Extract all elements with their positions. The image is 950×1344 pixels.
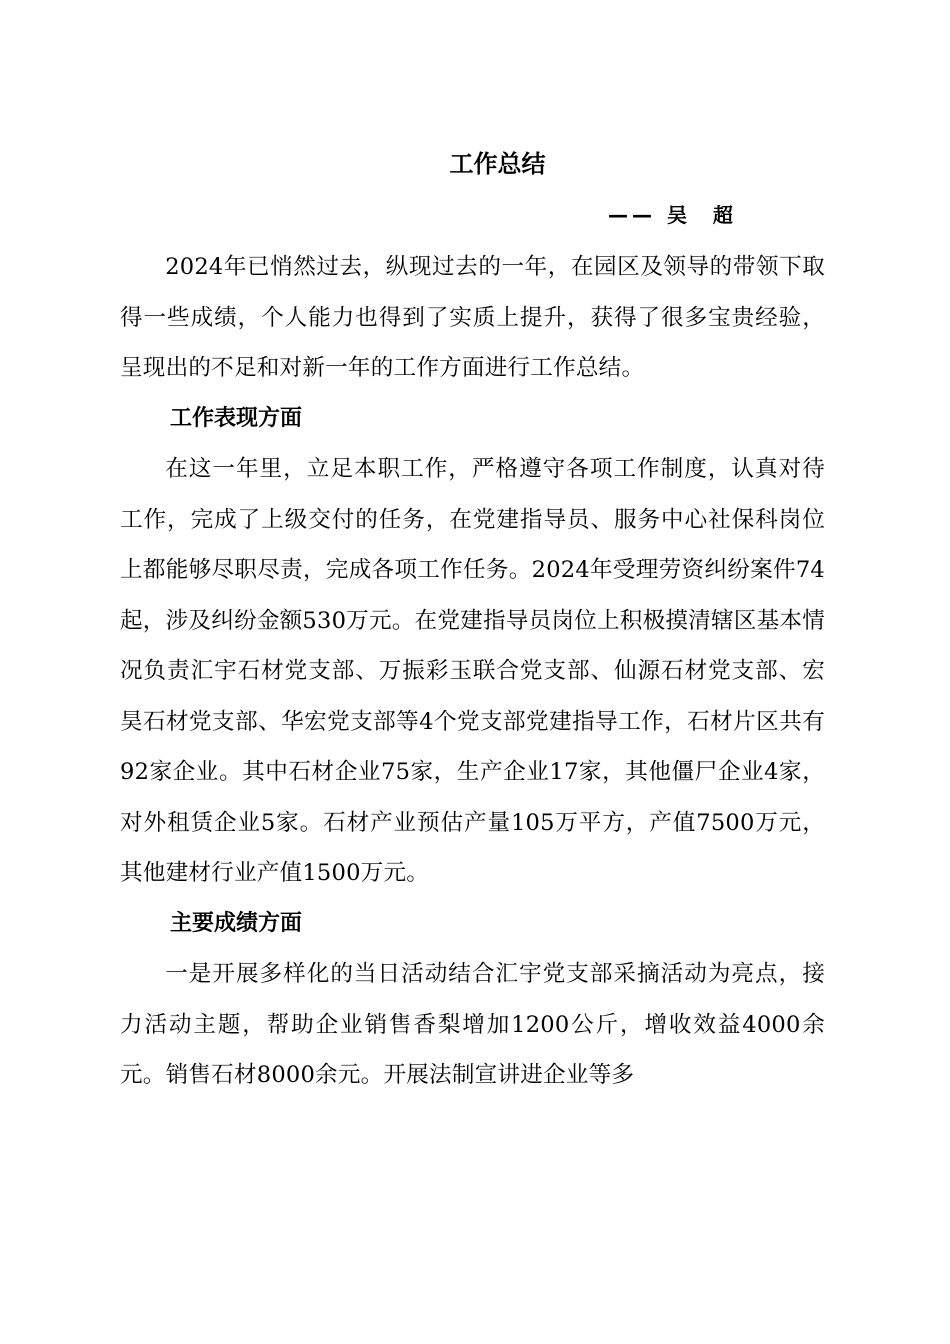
section-heading-achievement: 主要成绩方面	[170, 910, 303, 936]
performance-paragraph: 在这一年里，立足本职工作，严格遵守各项工作制度，认真对待工作，完成了上级交付的任务，在党建指导员、服务中心社保科岗位上都能够尽职尽责，完成各项工作任务。2024年受理劳资纠纷案件74起，涉及纠纷金额530万元。在党建指导员岗位上积极摸清辖区基本情况负责汇宇石材党支部、万振彩玉联合党支部、仙源石材党支部、宏昊石材党支部、华宏党支部等4个党支部党建指导工作，石材片区共有92家企业。其中石材企业75家，生产企业17家，其他僵尸企业4家，对外租赁企业5家。石材产业预估产量105万平方，产值7500万元，其他建材行业产值1500万元。	[120, 456, 825, 886]
document-title: 工作总结	[449, 150, 546, 178]
author-line: —— 吴 超	[608, 203, 737, 227]
section-heading-performance: 工作表现方面	[170, 405, 303, 431]
intro-paragraph: 2024年已悄然过去，纵现过去的一年，在园区及领导的带领下取得一些成绩，个人能力也得到了实质上提升，获得了很多宝贵经验，呈现出的不足和对新一年的工作方面进行工作总结。	[120, 254, 825, 381]
document-page	[120, 140, 825, 1101]
achievement-paragraph: 一是开展多样化的当日活动结合汇宇党支部采摘活动为亮点，接力活动主题，帮助企业销售香梨增加1200公斤，增收效益4000余元。销售石材8000余元。开展法制宣讲进企业等多	[120, 961, 825, 1088]
